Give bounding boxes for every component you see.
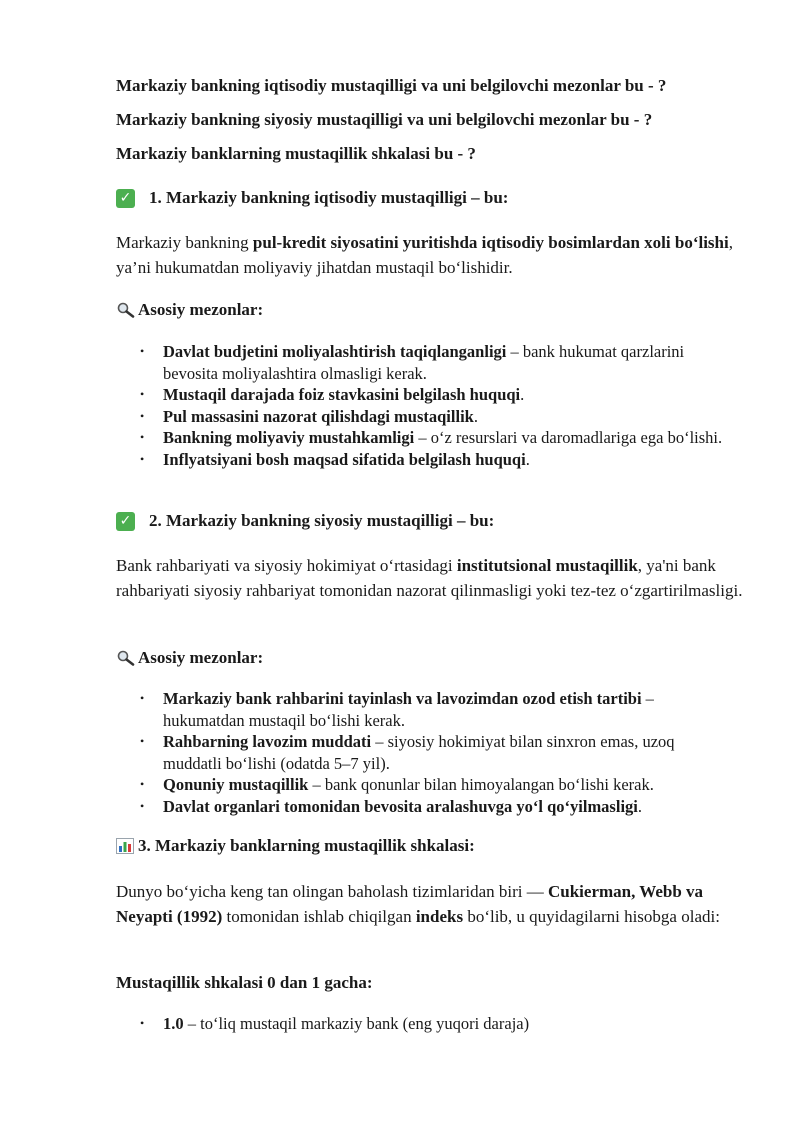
question-3: Markaziy banklarning mustaqillik shkalasi bu - ? <box>116 144 476 163</box>
scale-list <box>116 1013 736 1035</box>
section-2-subheading: Asosiy mezonlar: <box>116 648 263 668</box>
section-1-heading <box>116 188 508 208</box>
list-item: • Rahbarning lavozim muddati – siyosiy hokimiyat bilan sinxron emas, uzoq muddatli bo‘lishi (odatda 5–7 yil). <box>140 732 675 773</box>
list-item: • Davlat budjetini moliyalashtirish taqiqlanganligi – bank hukumat qarzlarini bevosita moliyalashtira olmasligi kerak. <box>140 342 685 383</box>
section-3-paragraph: Dunyo bo‘yicha keng tan olingan baholash tizimlaridan biri — Cukierman, Webb va Neyapti (1992) tomonidan ishlab chiqilgan indeks bo‘lib, u quyidagilarni hisobga oladi: <box>116 882 720 926</box>
magnifier-icon <box>116 650 136 666</box>
list-item: • Markaziy bank rahbarini tayinlash va lavozimdan ozod etish tartibi – hukumatdan mustaqil bo‘lishi kerak. <box>140 689 654 730</box>
list-item: • Inflyatsiyani bosh maqsad sifatida belgilash huquqi. <box>140 449 530 469</box>
section-2-paragraph: Bank rahbariyati va siyosiy hokimiyat o‘rtasidagi institutsional mustaqillik, ya'ni bank rahbariyati siyosiy rahbariyat tomonidan nazorat qilinmasligi yoki tez-tez o‘zgartirilmasligi. <box>116 556 743 600</box>
section-1-title: 1. Markaziy bankning iqtisodiy mustaqilligi – bu: <box>149 188 509 207</box>
section-1-subheading: Asosiy mezonlar: <box>116 300 263 320</box>
section-1-paragraph: Markaziy bankning pul-kredit siyosatini yuritishda iqtisodiy bosimlardan xoli bo‘lishi, ya’ni hukumatdan moliyaviy jihatdan mustaqil bo‘lishidir. <box>116 233 733 277</box>
section-2-title: 2. Markaziy bankning siyosiy mustaqilligi – bu: <box>149 511 495 530</box>
bar-chart-icon <box>116 838 134 854</box>
check-mark-icon: ✓ <box>116 189 135 208</box>
list-item: • Bankning moliyaviy mustahkamligi – o‘z resurslari va daromadlariga ega bo‘lishi. <box>140 428 723 447</box>
list-item: • Qonuniy mustaqillik – bank qonunlar bilan himoyalangan bo‘lishi kerak. <box>140 775 654 794</box>
question-1: Markaziy bankning iqtisodiy mustaqilligi va uni belgilovchi mezonlar bu - ? <box>116 76 667 95</box>
list-item: • 1.0 – to‘liq mustaqil markaziy bank (eng yuqori daraja) <box>140 1014 530 1033</box>
question-2: Markaziy bankning siyosiy mustaqilligi va uni belgilovchi mezonlar bu - ? <box>116 110 653 129</box>
list-item: • Pul massasini nazorat qilishdagi mustaqillik. <box>140 406 478 426</box>
list-item: • Mustaqil darajada foiz stavkasini belgilash huquqi. <box>140 385 525 404</box>
section-2-heading <box>116 511 494 531</box>
scale-heading: Mustaqillik shkalasi 0 dan 1 gacha: <box>116 973 373 992</box>
section-3-heading: 3. Markaziy banklarning mustaqillik shkalasi: <box>116 836 475 856</box>
check-mark-icon: ✓ <box>116 512 135 531</box>
section-1-criteria-list <box>116 341 736 470</box>
section-2-criteria-list <box>116 688 736 817</box>
magnifier-icon <box>116 302 136 318</box>
list-item: • Davlat organlari tomonidan bevosita aralashuvga yo‘l qo‘yilmasligi. <box>140 796 642 816</box>
